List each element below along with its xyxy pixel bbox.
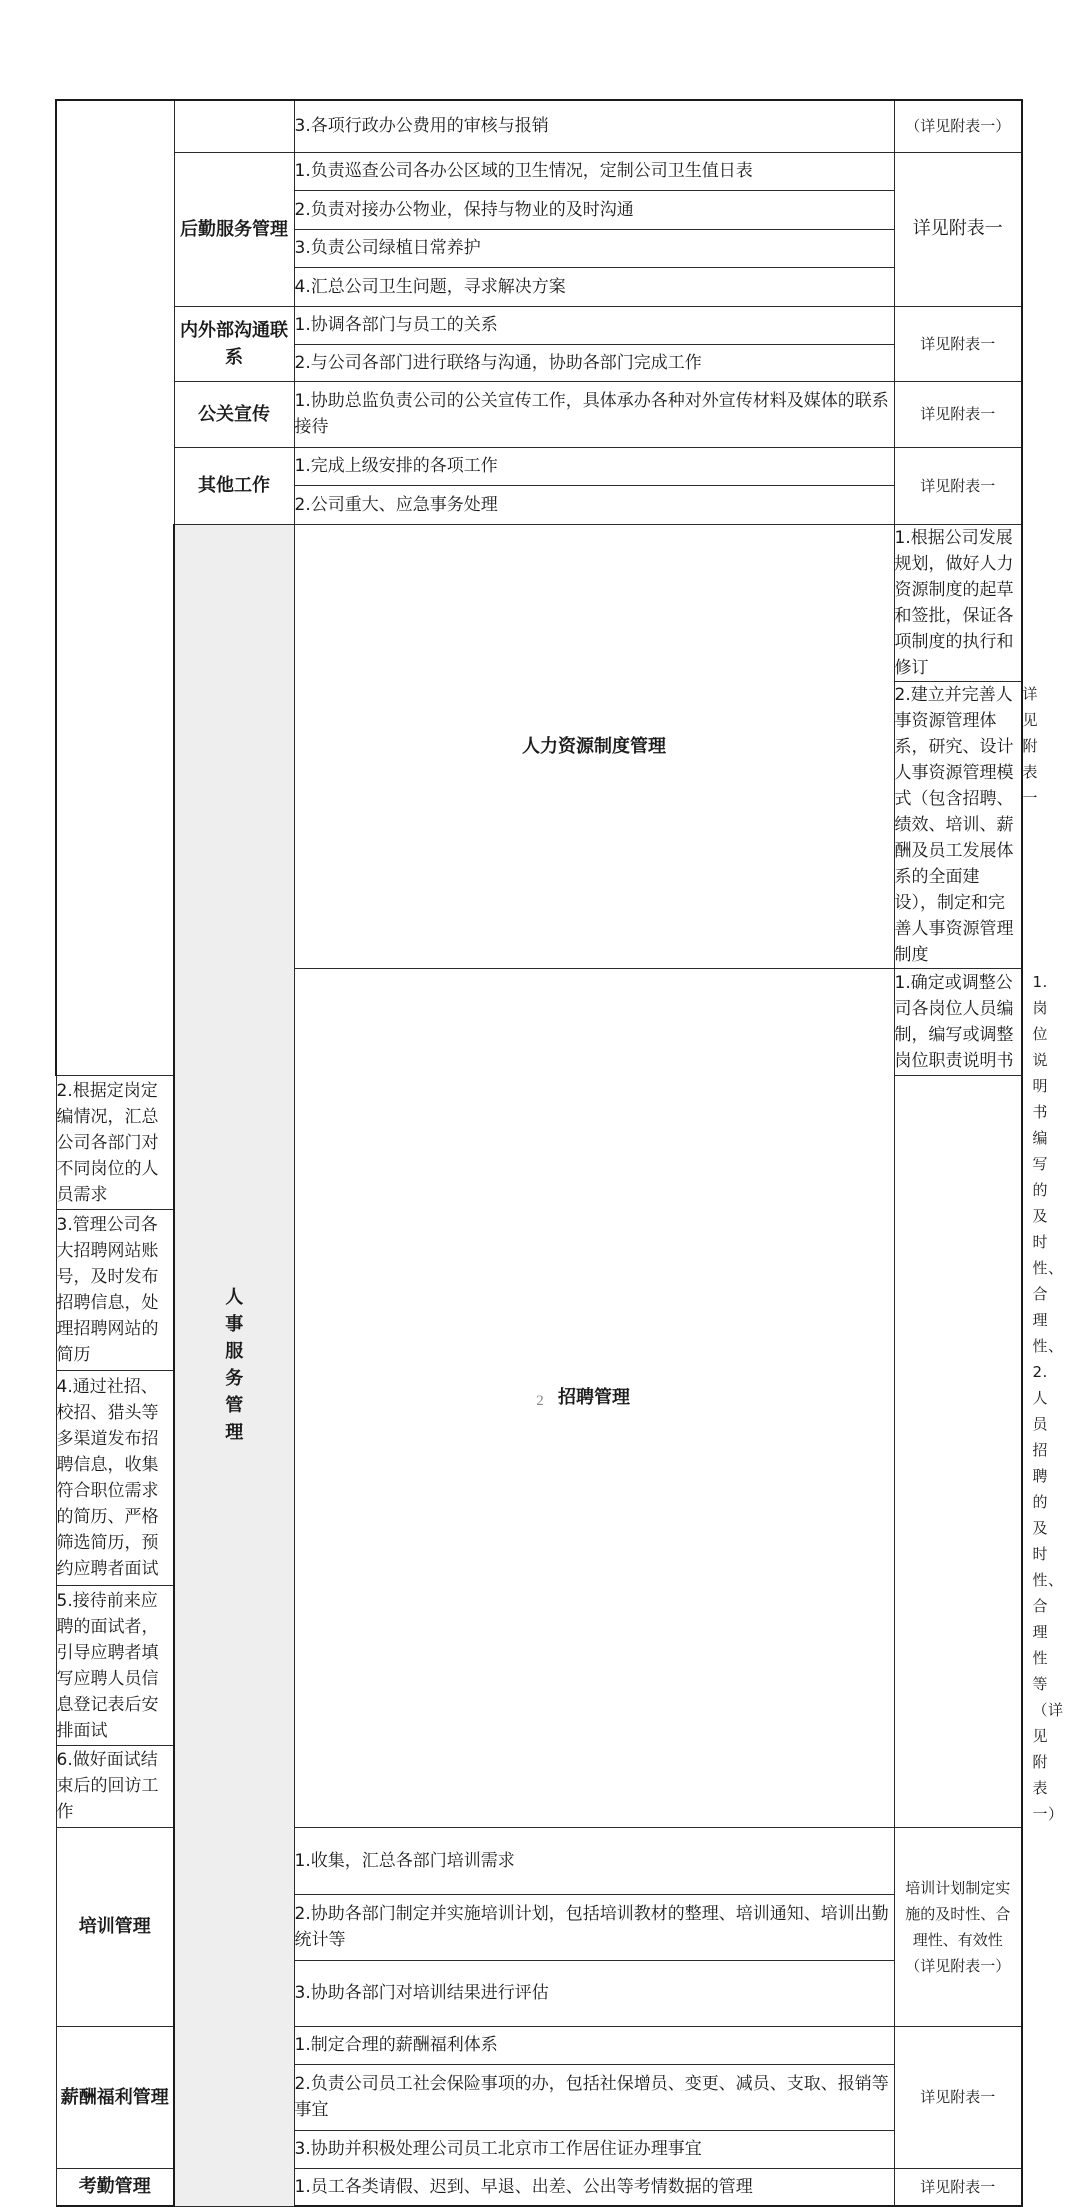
page-number: 2 (536, 1393, 544, 1409)
task-cell: 6.做好面试结束后的回访工作 (56, 1746, 174, 1827)
standard-cell: 培训计划制定实施的及时性、合理性、有效性（详见附表一） (894, 1827, 1022, 2026)
category-cell-pr: 公关宣传 (174, 381, 294, 447)
task-cell: 1.根据公司发展规划，做好人力资源制度的起草和签批，保证各项制度的执行和修订 (894, 524, 1022, 681)
task-cell: 2.负责公司员工社会保险事项的办，包括社保增员、变更、减员、支取、报销等事宜 (294, 2064, 894, 2130)
task-cell: 1.完成上级安排的各项工作 (294, 447, 894, 485)
task-cell: 1.负责巡查公司各办公区域的卫生情况，定制公司卫生值日表 (294, 152, 894, 190)
category-cell-hr-policy: 人力资源制度管理 (294, 524, 894, 968)
task-cell: 1.员工各类请假、迟到、早退、出差、公出等考情数据的管理 (294, 2168, 894, 2206)
task-cell: 2.负责对接办公物业，保持与物业的及时沟通 (294, 190, 894, 229)
category-cell-recruitment: 招聘管理 (294, 968, 894, 1827)
task-cell: 5.接待前来应聘的面试者，引导应聘者填写应聘人员信息登记表后安排面试 (56, 1585, 174, 1746)
task-cell: 3.各项行政办公费用的审核与报销 (294, 100, 894, 152)
standard-cell: 详见附表一 (894, 2168, 1022, 2206)
department-label-hr: 人事服务管理 (225, 1287, 244, 1443)
standard-cell: 详见附表一 (894, 306, 1022, 381)
standard-cell: 详见附表一 (894, 2026, 1022, 2168)
task-cell: 2.公司重大、应急事务处理 (294, 485, 894, 524)
category-cell-other: 其他工作 (174, 447, 294, 524)
task-cell: 2.根据定岗定编情况，汇总公司各部门对不同岗位的人员需求 (56, 1076, 174, 1210)
category-cell-attendance: 考勤管理 (56, 2168, 174, 2206)
task-cell: 1.协调各部门与员工的关系 (294, 306, 894, 344)
task-cell: 3.负责公司绿植日常养护 (294, 229, 894, 267)
task-cell: 1.确定或调整公司各岗位人员编制，编写或调整岗位职责说明书 (894, 968, 1022, 1076)
task-cell: 3.管理公司各大招聘网站账号，及时发布招聘信息，处理招聘网站的简历 (56, 1210, 174, 1371)
task-cell: 4.通过社招、校招、猎头等多渠道发布招聘信息，收集符合职位需求的简历、严格筛选简历，预约应聘者面试 (56, 1371, 174, 1585)
task-cell: 3.协助各部门对培训结果进行评估 (294, 1960, 894, 2026)
standard-cell: 详见附表一 (894, 381, 1022, 447)
standard-cell: 详见附表一 (894, 152, 1022, 306)
category-cell-logistics: 后勤服务管理 (174, 152, 294, 306)
standard-cell: （详见附表一） (894, 100, 1022, 152)
task-cell: 4.汇总公司卫生问题，寻求解决方案 (294, 267, 894, 306)
category-cell-training: 培训管理 (56, 1827, 174, 2026)
duty-table: 3.各项行政办公费用的审核与报销 （详见附表一） 后勤服务管理 1.负责巡查公司各办公区域的卫生情况，定制公司卫生值日表 详见附表一 2.负责对接办公物业，保持与物业的及时沟通 3.负责公司绿植日常养护 4.汇总公司卫生问题，寻求解决方案 内外部沟通联系 1.协调各部门与员工的关系 详见附表一 2.与公司各部门进行联络与沟通，协助各部门完成工作 公关宣传 1.协助总监负责公司的公关宣传工作，具体承办各种对外宣传材料及媒体的联系接待 详见附表一 其他工作 1.完成上级安排的各项工作 详见附表一 2.公司重大、应急事务处理 人事服务管理 人力资源制度管理 1.根据公司发展规划，做好人力资源制度的起草和签批，保证各项制度的执行和修订 详见附表一 2.建立并完善人事资源管理体系，研究、设计人事资源管理模式（包含招聘、绩效、培训、薪酬及员工发展体系的全面建设），制定和完善人事资源管理制度 招聘管理 1.确定或调整公司各岗位人员编制，编写或调整岗位职责说明书 1.岗位说明书编写的及时性、合理性、2.人员招聘的及时性、合理性等（详见附表一） 2.根据定岗定编情况，汇总公司各部门对不同岗位的人员需求 3.管理公司各大招聘网站账号，及时发布招聘信息，处理招聘网站的简历 4.通过社招、校招、猎头等多渠道发布招聘信息，收集符合职位需求的简历、严格筛选简历，预约应聘者面试 5.接待前来应聘的面试者，引导应聘者填写应聘人员信息登记表后安排面试 6.做好面试结束后的回访工作 培训管理 1.收集，汇总各部门培训需求 培训计划制定实施的及时性、合理性、有效性（详见附表一） 2.协助各部门制定并实施培训计划，包括培训教材的整理、培训通知、培训出勤统计等 3.协助各部门对培训结果进行评估 薪酬福利管理 1.制定合理的薪酬福利体系 详见附表一 2.负责公司员工社会保险事项的办，包括社保增员、变更、减员、支取、报销等事宜 3.协助并积极处理公司员工北京市工作居住证办理事宜 考勤管理 1.员工各类请假、迟到、早退、出差、公出等考情数据的管理 详见附表一 (55, 99, 1023, 2207)
task-cell: 2.建立并完善人事资源管理体系，研究、设计人事资源管理模式（包含招聘、绩效、培训、薪酬及员工发展体系的全面建设），制定和完善人事资源管理制度 (894, 681, 1022, 968)
task-cell: 1.收集，汇总各部门培训需求 (294, 1827, 894, 1894)
task-cell: 3.协助并积极处理公司员工北京市工作居住证办理事宜 (294, 2130, 894, 2168)
category-cell-blank (174, 100, 294, 152)
task-cell: 1.协助总监负责公司的公关宣传工作，具体承办各种对外宣传材料及媒体的联系接待 (294, 381, 894, 447)
task-cell: 2.与公司各部门进行联络与沟通，协助各部门完成工作 (294, 344, 894, 381)
department-cell-hr (174, 524, 294, 2206)
category-cell-compensation: 薪酬福利管理 (56, 2026, 174, 2168)
category-cell-communication: 内外部沟通联系 (174, 306, 294, 381)
standard-cell: 详见附表一 (894, 447, 1022, 524)
task-cell: 1.制定合理的薪酬福利体系 (294, 2026, 894, 2064)
task-cell: 2.协助各部门制定并实施培训计划，包括培训教材的整理、培训通知、培训出勤统计等 (294, 1894, 894, 1960)
department-cell-admin (56, 100, 174, 1076)
